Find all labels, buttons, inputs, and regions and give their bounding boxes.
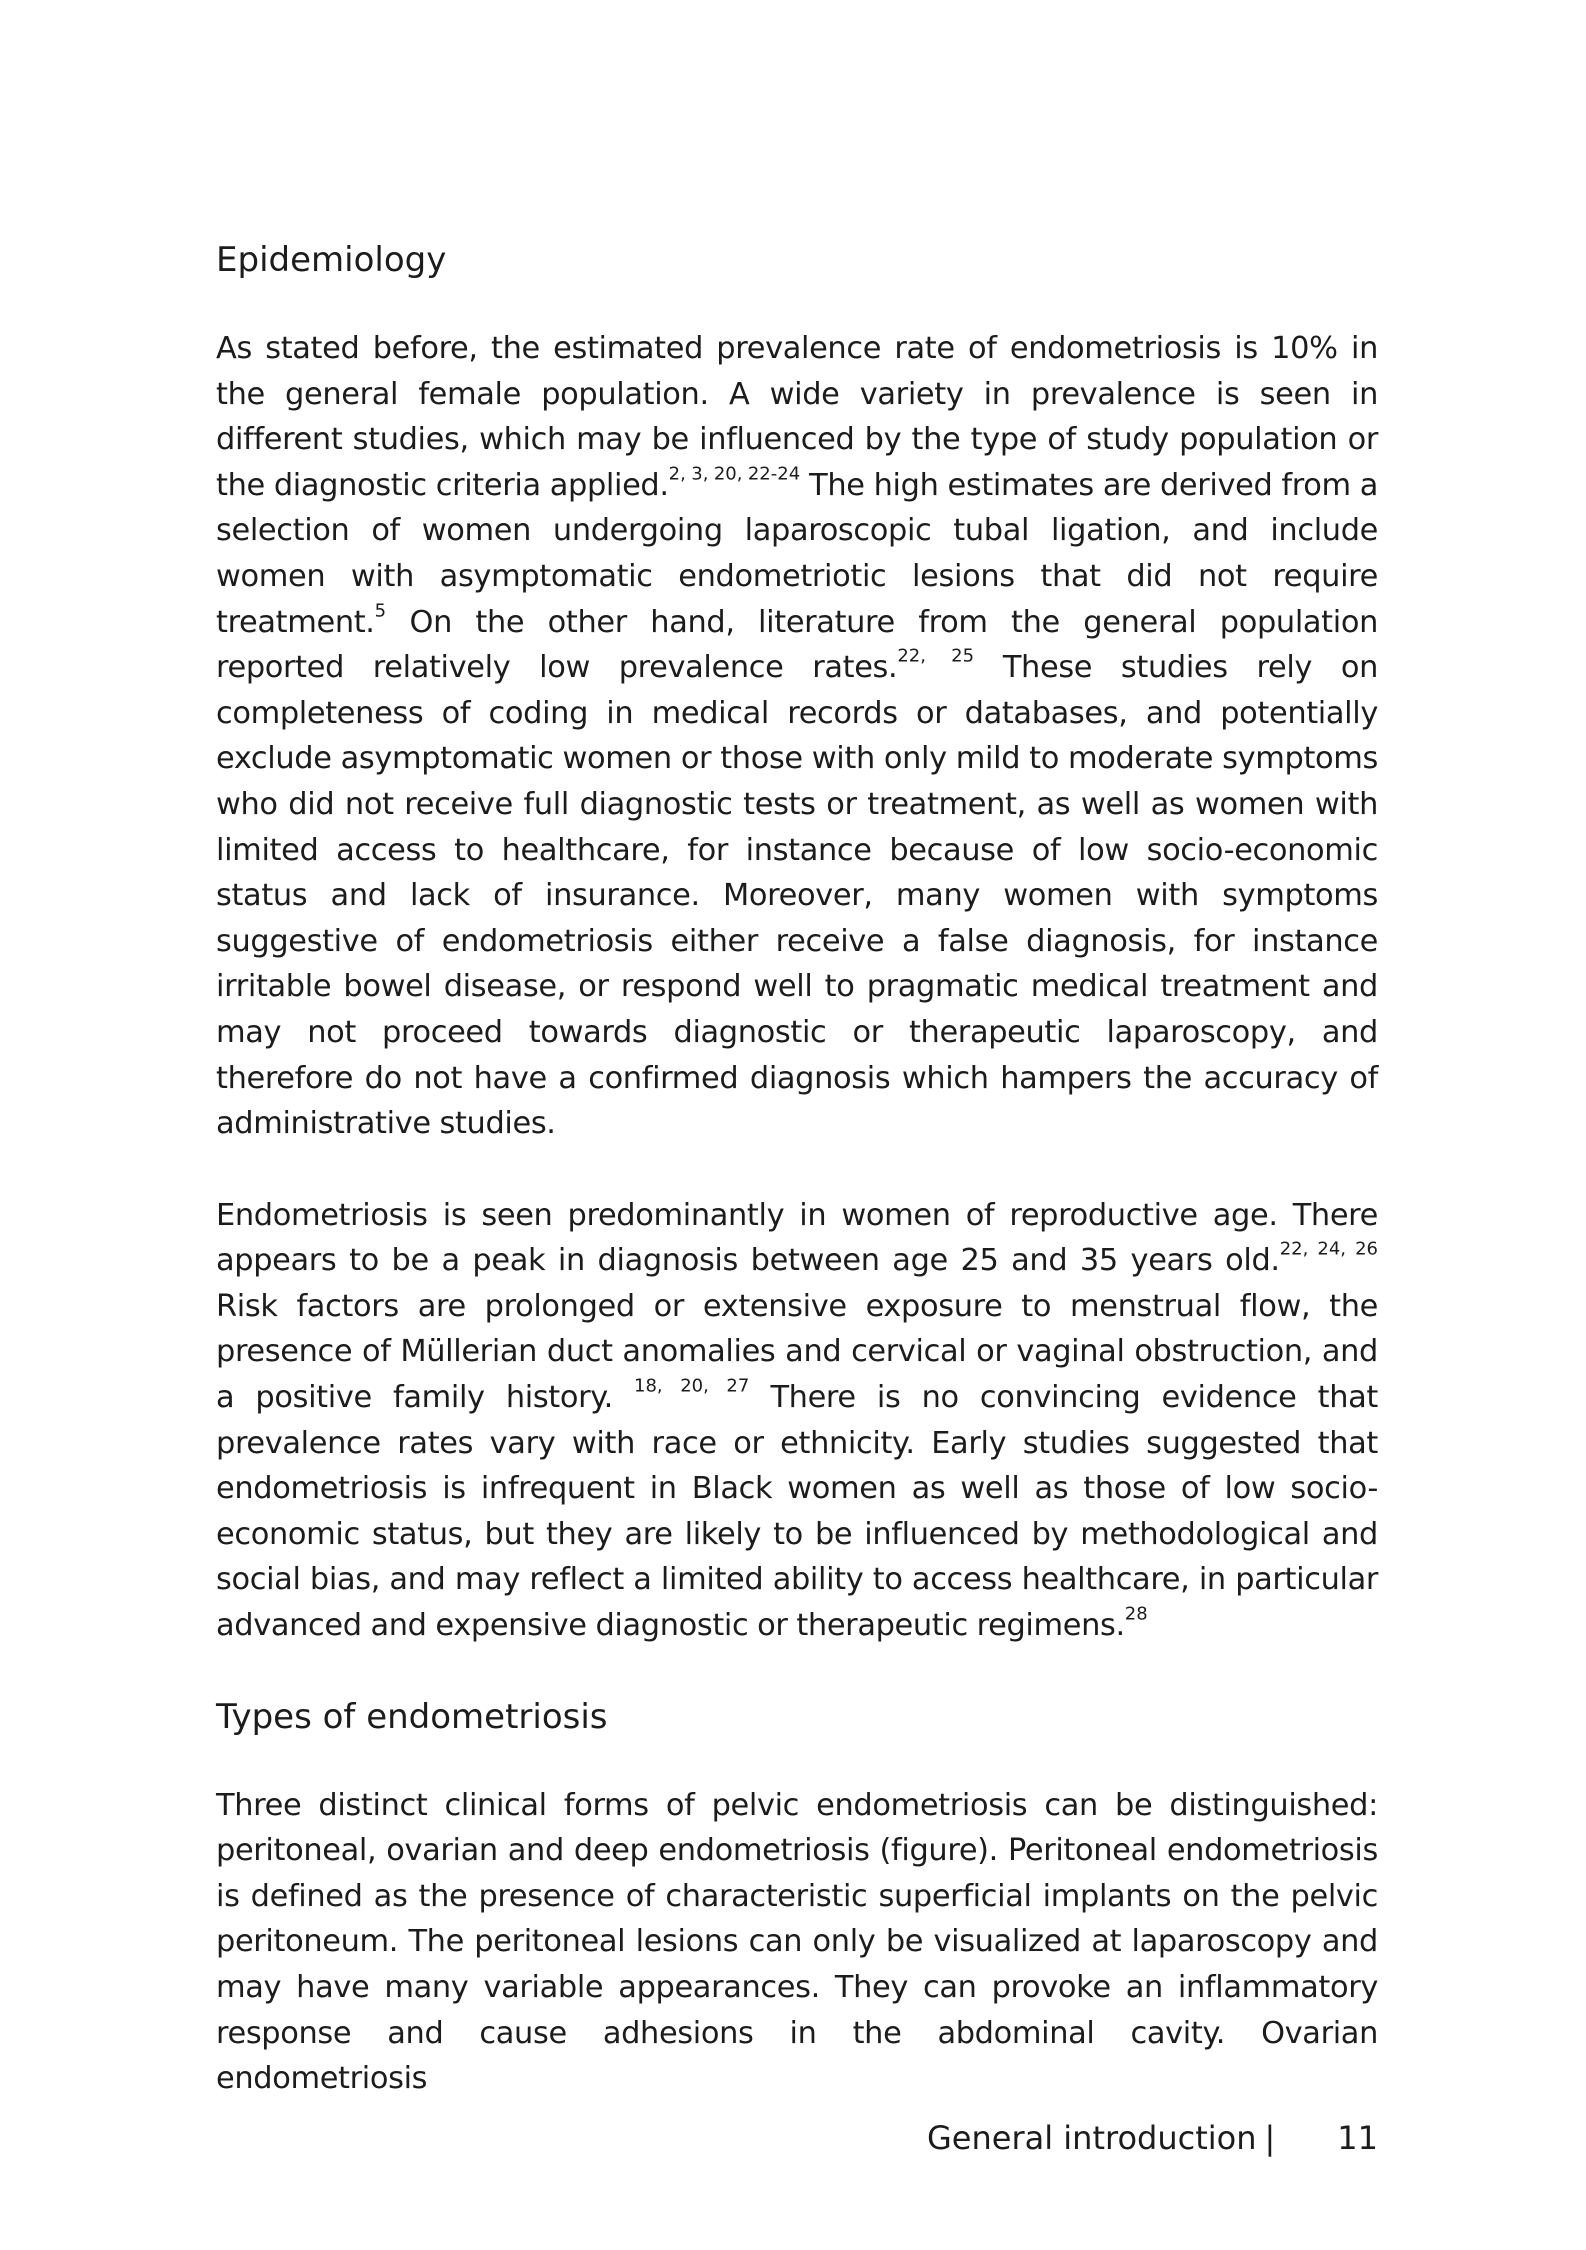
text-run: On the other hand, literature from the general population reported relatively low prevalence rates.	[216, 604, 1378, 686]
citation-superscript: 28	[1124, 1603, 1148, 1625]
page-body	[216, 238, 1378, 2102]
page-footer	[0, 2118, 1378, 2158]
citation-superscript: 18, 20, 27	[634, 1375, 750, 1397]
footer-separator: |	[1264, 2119, 1276, 2157]
page-number: 11	[1337, 2119, 1378, 2157]
text-run: The high estimates are derived from a selection of women undergoing laparoscopic tubal ligation, and include women with asymptomatic endometriotic lesions that did not require treatment.	[216, 467, 1379, 640]
citation-superscript: 5	[374, 600, 387, 622]
citation-superscript: 22, 24, 26	[1279, 1238, 1379, 1260]
section-heading-epidemiology: Epidemiology	[216, 240, 447, 280]
paragraph-types-clinical-forms: Three distinct clinical forms of pelvic endometriosis can be distinguished: peritoneal, ovarian and deep endometriosis (figure). Peritoneal endometriosis is defined as the presence of characteristic superficial implants on the pelvic peritoneum. The peritoneal lesions can only be visualized at laparoscopy and may have many variable appearances. They can provoke an inflammatory response and cause adhesions in the abdominal cavity. Ovarian endometriosis	[216, 1787, 1378, 2097]
text-run: There is no convincing evidence that prevalence rates vary with race or ethnicity. Early studies suggested that endometriosis is infrequent in Black women as well as those of low socio-economic status, but they are likely to be influenced by methodological and social bias, and may reflect a limited ability to access healthcare, in particular advanced and expensive diagnostic or therapeutic regimens.	[216, 1380, 1378, 1644]
running-title: General introduction	[926, 2119, 1257, 2157]
text-run: Endometriosis is seen predominantly in women of reproductive age. There appears to be a peak in diagnosis between age 25 and 35 years old.	[216, 1197, 1378, 1279]
paragraph-epidemiology-prevalence	[216, 326, 1378, 1147]
paragraph-epidemiology-risk-factors	[216, 1193, 1378, 1649]
text-run: As stated before, the estimated prevalence rate of endometriosis is 10% in the general female population. A wide variety in prevalence is seen in different studies, which may be influenced by the type of study population or the diagnostic criteria applied.	[216, 331, 1378, 503]
text-run: Risk factors are prolonged or extensive exposure to menstrual flow, the presence of Müllerian duct anomalies and cervical or vaginal obstruction, and a positive family history.	[216, 1288, 1378, 1416]
citation-superscript: 22, 25	[897, 645, 975, 667]
text-run: These studies rely on completeness of coding in medical records or databases, and potentially exclude asymptomatic women or those with only mild to moderate symptoms who did not receive full diagnostic tests or treatment, as well as women with limited access to healthcare, for instance because of low socio-economic status and lack of insurance. Moreover, many women with symptoms suggestive of endometriosis either receive a false diagnosis, for instance irritable bowel disease, or respond well to pragmatic medical treatment and may not proceed towards diagnostic or therapeutic laparoscopy, and therefore do not have a confirmed diagnosis which hampers the accuracy of administrative studies.	[216, 650, 1378, 1142]
section-heading-types: Types of endometriosis	[216, 1696, 608, 1737]
citation-superscript: 2, 3, 20, 22-24	[668, 463, 801, 485]
